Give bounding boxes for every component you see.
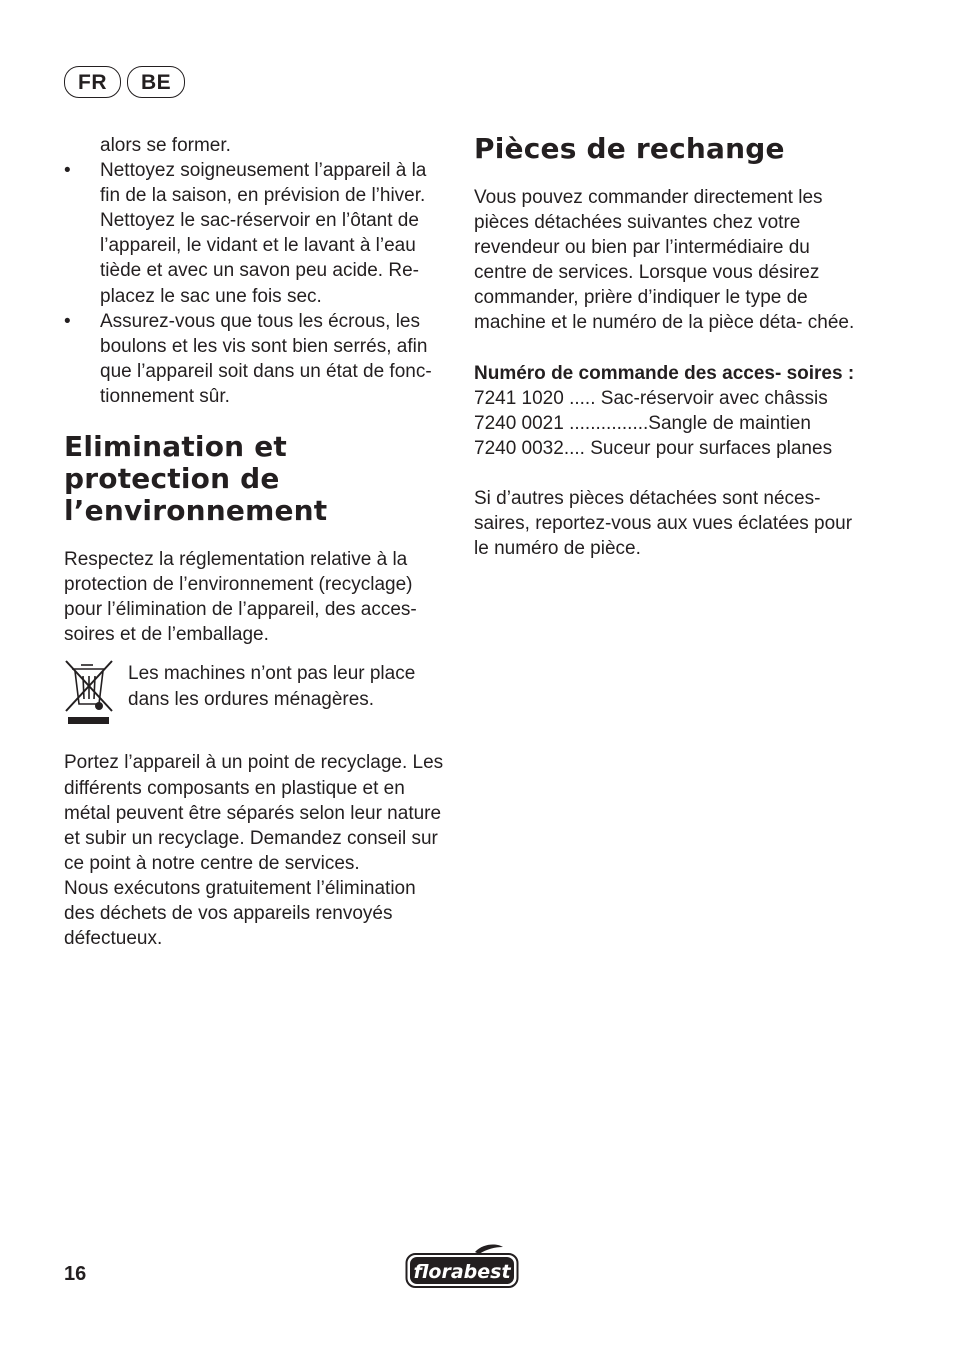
- crossed-out-wheelie-bin-icon: [64, 659, 114, 725]
- logo-text: florabest: [413, 1261, 511, 1283]
- bullet-item: • Assurez-vous que tous les écrous, les boulons et les vis sont bien serrés, afin que l’appareil soit dans un état de fonc- tionnement sûr.: [64, 309, 448, 409]
- order-number-heading: Numéro de commande des acces- soires :: [474, 362, 855, 384]
- lang-badge-be: BE: [127, 66, 185, 98]
- section-heading-disposal: Elimination et protection de l’environnement: [64, 430, 328, 528]
- weee-notice: [64, 659, 448, 725]
- maintenance-bullet-list: [64, 158, 448, 409]
- recycling-paragraph: Portez l’appareil à un point de recyclage. Les différents composants en plastique et en métal peuvent être séparés selon leur nature et subir un recyclage. Demandez conseil sur ce point à notre centre de services.: [64, 752, 444, 874]
- part-line: 7240 0021 ...............Sangle de maintien: [474, 412, 811, 434]
- weee-text: Les machines n’ont pas leur place dans les ordures ménagères.: [128, 663, 416, 710]
- page-number: 16: [64, 1263, 87, 1285]
- exploded-view-note: Si d’autres pièces détachées sont néces- saires, reportez-vous aux vues éclatées pour le numéro de pièce.: [474, 487, 853, 560]
- language-badges: [64, 66, 185, 98]
- bullet-item: • Nettoyez soigneusement l’appareil à la fin de la saison, en prévision de l’hiver. Nettoyez le sac-réservoir en l’ôtant de l’appareil, le vidant et le lavant à l’eau tiède et avec un savon peu acide. Re- placez le sac une fois sec.: [64, 158, 448, 309]
- part-line: 7241 1020 ..... Sac-réservoir avec châssis: [474, 387, 828, 409]
- right-column: [474, 133, 858, 561]
- disposal-paragraph: Respectez la réglementation relative à la protection de l’environnement (recyclage) pour l’élimination de l’appareil, des acces- soires et de l’emballage.: [64, 549, 417, 646]
- free-disposal-paragraph: Nous exécutons gratuitement l’élimination des déchets de vos appareils renvoyés défectueux.: [64, 877, 416, 950]
- parts-list: [474, 386, 858, 461]
- part-line: 7240 0032.... Suceur pour surfaces planes: [474, 437, 833, 459]
- lang-badge-fr: FR: [64, 66, 121, 98]
- left-column: [64, 133, 448, 951]
- spare-parts-intro: Vous pouvez commander directement les pièces détachées suivantes chez votre revendeur ou bien par l’intermédiaire du centre de services. Lorsque vous désirez commander, prière d’indiquer le type de machine et le numéro de la pièce déta- chée.: [474, 187, 855, 334]
- florabest-logo: [405, 1243, 519, 1289]
- continued-line: alors se former.: [100, 135, 231, 156]
- section-heading-spare-parts: Pièces de rechange: [474, 132, 785, 165]
